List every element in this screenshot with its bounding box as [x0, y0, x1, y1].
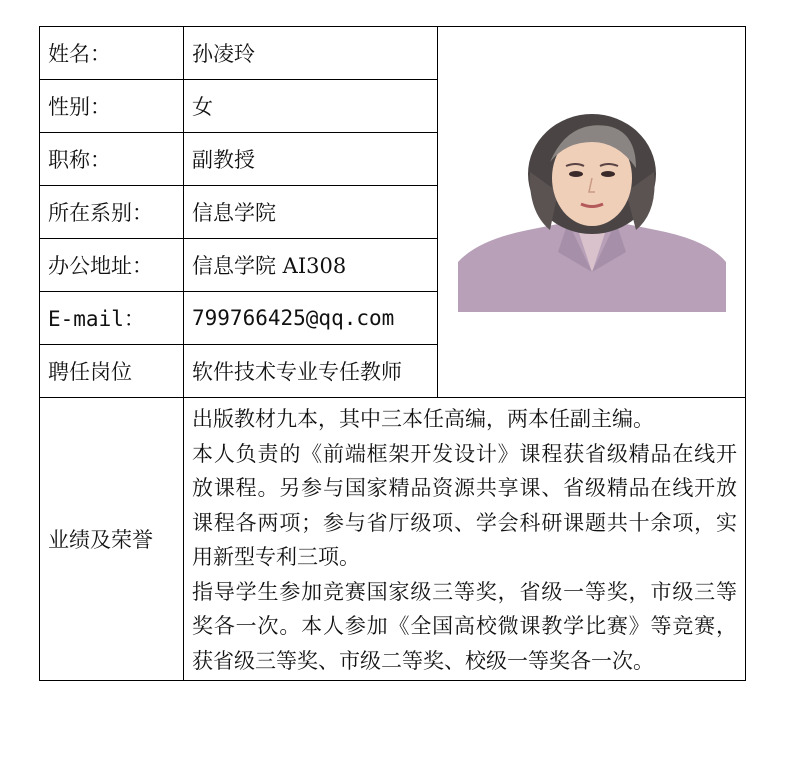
- honors-paragraph: 本人负责的《前端框架开发设计》课程获省级精品在线开放课程。另参与国家精品资源共享课、省级精品在线开放课程各两项；参与省厅级项、学会科研课题共十余项，实用新型专利三项。: [192, 441, 737, 569]
- portrait-photo: [458, 112, 726, 312]
- title-label: 职称：: [40, 133, 184, 186]
- department-value: 信息学院: [184, 186, 438, 239]
- department-label: 所在系别：: [40, 186, 184, 239]
- name-value: 孙凌玲: [184, 27, 438, 80]
- position-value: 软件技术专业专任教师: [184, 345, 438, 398]
- honors-paragraph: 指导学生参加竞赛国家级三等奖，省级一等奖，市级三等奖各一次。本人参加《全国高校微课教学比赛》等竞赛，获省级三等奖、市级二等奖、校级一等奖各一次。: [192, 579, 737, 673]
- title-value: 副教授: [184, 133, 438, 186]
- gender-value: 女: [184, 80, 438, 133]
- honors-label: 业绩及荣誉: [40, 398, 184, 681]
- office-label: 办公地址：: [40, 239, 184, 292]
- honors-cell: [184, 398, 746, 681]
- email-label: E-mail：: [40, 292, 184, 345]
- gender-label: 性别：: [40, 80, 184, 133]
- position-label: 聘任岗位: [40, 345, 184, 398]
- photo-cell: [438, 27, 746, 398]
- email-value: 799766425@qq.com: [184, 292, 438, 345]
- name-label: 姓名：: [40, 27, 184, 80]
- honors-paragraph: 出版教材九本，其中三本任高编，两本任副主编。: [192, 407, 654, 431]
- office-value: 信息学院 AI308: [184, 239, 438, 292]
- profile-table: [39, 26, 746, 681]
- honors-text: [192, 398, 737, 680]
